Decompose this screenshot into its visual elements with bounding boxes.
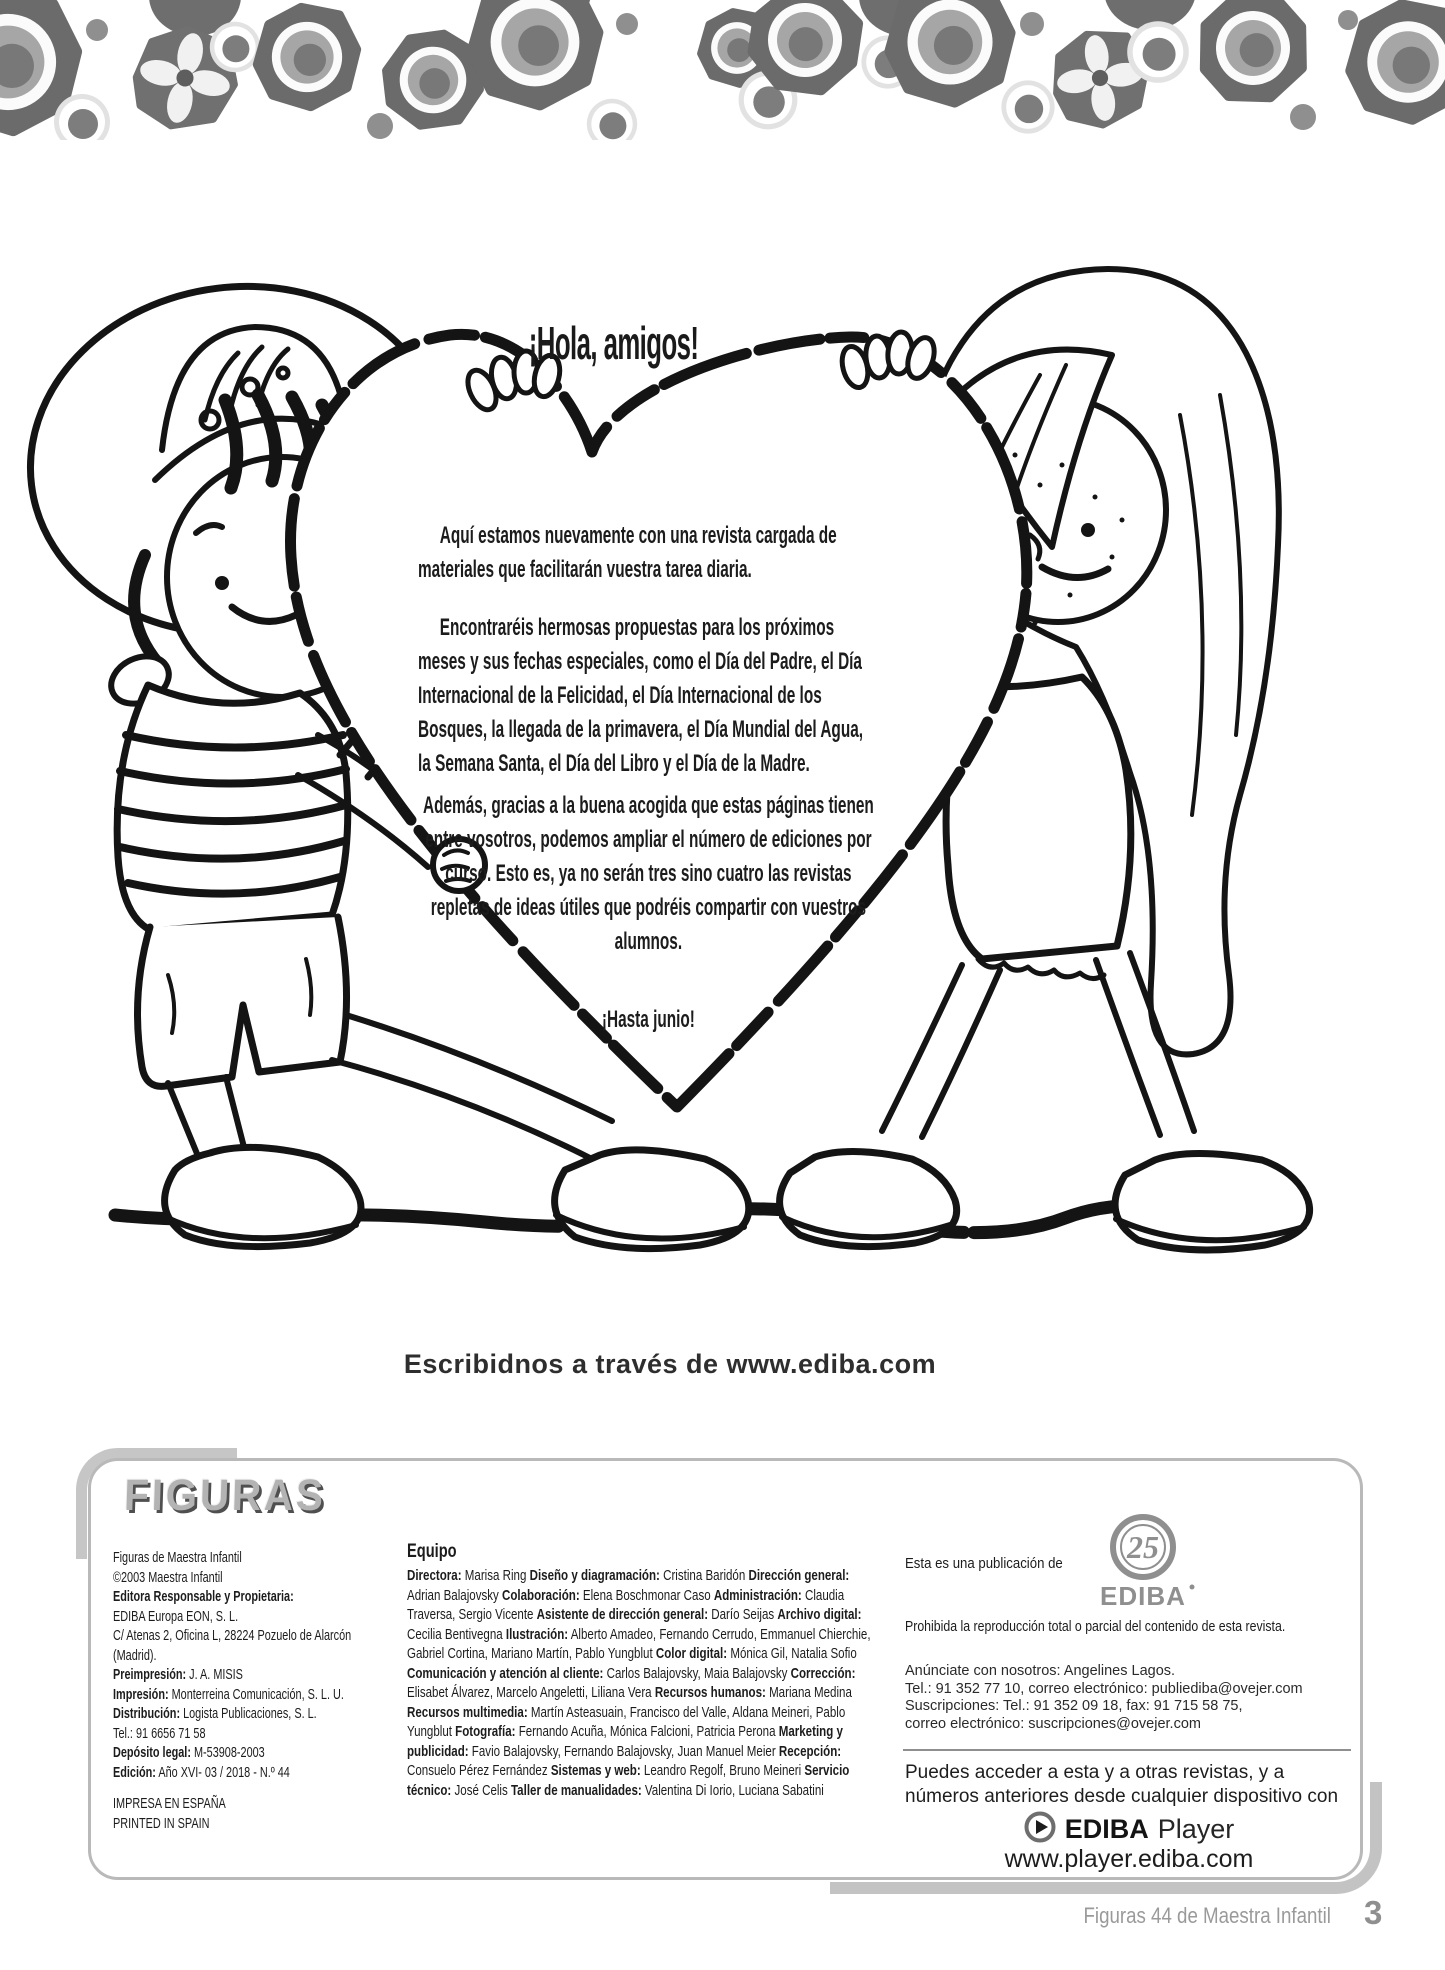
ediba-25-logo: [1083, 1513, 1203, 1613]
footer-issue-label: Figuras 44 de Maestra Infantil: [1083, 1903, 1331, 1928]
ad-line: Suscripciones: Tel.: 91 352 09 18, fax: 91 715 58 75,: [905, 1698, 1243, 1714]
page-title: ¡Hola, amigos!: [528, 317, 699, 369]
credit-line: Editora Responsable y Propietaria:: [113, 1589, 294, 1605]
credit-line: Impresión: Monterreina Comunicación, S. L. U.: [113, 1686, 344, 1703]
ediba-player-brand: [903, 1811, 1355, 1848]
credit-line: Distribución: Logista Publicaciones, S. L.: [113, 1706, 317, 1722]
credit-line: Tel.: 91 6656 71 58: [113, 1725, 206, 1742]
imprint-credits-column: [113, 1549, 353, 1834]
team-heading: Equipo: [407, 1541, 457, 1562]
play-icon: [1024, 1811, 1056, 1848]
ediba-logo-name: EDIBA: [1100, 1581, 1186, 1611]
credit-line: Edición: Año XVI- 03 / 2018 - N.º 44: [113, 1764, 290, 1781]
printed-in-line: IMPRESA EN ESPAÑA: [113, 1796, 226, 1812]
imprint-box: [88, 1458, 1363, 1880]
team-credits: Directora: Marisa Ring Diseño y diagramación: Cristina Baridón Dirección general: Adrian Balajovsky Colaboración: Elena Boschmonar Caso Administración: Claudia Traversa, Sergio Vicente Asistente de dirección general: Darío Seijas Archivo digital: Cecilia Bentivegna Ilustración: Alberto Amadeo, Fernando Cerrudo, Emmanuel Chierchie, Gabriel Cortina, Mariano Martín, Pablo Yungblut Color digital: Mónica Gil, Natalia Sofio Comunicación y atención al cliente: Carlos Balajovsky, Maia Balajovsky Corrección: Elisabet Álvarez, Marcelo Angeletti, Liliana Vera Recursos humanos: Mariana Medina Recursos multimedia: Martín Asteasuain, Francisco del Valle, Aldana Meineri, Pablo Yungblut Fotografía: Fernando Acuña, Mónica Falcioni, Patricia Perona Marketing y publicidad: Favio Balajovsky, Fernando Balajovsky, Juan Manuel Meier Recepción: Consuelo Pérez Fernández Sistemas y web: Leandro Regolf, Bruno Meineri Servicio técnico: José Celis Taller de manualidades: Valentina Di Iorio, Luciana Sabatini: [407, 1567, 871, 1799]
credit-line: Preimpresión: J. A. MISIS: [113, 1667, 243, 1683]
ediba-logo-number: 25: [1127, 1529, 1159, 1565]
top-border-decoration: [0, 0, 1445, 140]
footer-page-number: 3: [1364, 1894, 1383, 1931]
editorial-paragraph-1: Aquí estamos nuevamente con una revista cargada de materiales que facilitarán vuestra tarea diaria.: [418, 522, 837, 583]
figuras-logo: FIGURAS: [123, 1471, 327, 1520]
contact-line: Escribidnos a través de www.ediba.com: [403, 1349, 937, 1379]
credit-line: C/ Atenas 2, Oficina L, 28224 Pozuelo de Alarcón (Madrid).: [113, 1628, 352, 1664]
publication-intro: Esta es una publicación de: [905, 1555, 1063, 1572]
credit-line: Depósito legal: M-53908-2003: [113, 1745, 265, 1761]
advertising-contact-block: [905, 1663, 1365, 1733]
ad-line: Tel.: 91 352 77 10, correo electrónico: publiediba@ovejer.com: [905, 1680, 1303, 1697]
credit-line: EDIBA Europa EON, S. L.: [113, 1608, 239, 1625]
player-url: www.player.ediba.com: [1004, 1845, 1254, 1873]
player-access-text: Puedes acceder a esta y a otras revistas, y a números anteriores desde cualquier dispositivo con: [905, 1762, 1339, 1807]
player-brand-light: Player: [1157, 1814, 1235, 1844]
copyright-notice: Prohibida la reproducción total o parcial del contenido de esta revista.: [905, 1619, 1286, 1635]
ad-line: correo electrónico: suscripciones@ovejer.com: [905, 1715, 1201, 1732]
credit-line: ©2003 Maestra Infantil: [113, 1569, 223, 1586]
ad-line: Anúnciate con nosotros: Angelines Lagos.: [905, 1663, 1176, 1679]
editorial-paragraph-3: Además, gracias a la buena acogida que estas páginas tienen entre vosotros, podemos ampliar el número de ediciones por curso. Esto es, ya no serán tres sino cuatro las revistas repletas de ideas útiles que podréis compartir con vuestros alumnos.: [423, 792, 874, 955]
credit-line: Figuras de Maestra Infantil: [113, 1550, 242, 1566]
imprint-team-column: [407, 1541, 878, 1800]
editorial-closing: ¡Hasta junio!: [601, 1006, 695, 1033]
divider: [903, 1749, 1351, 1751]
editorial-paragraph-2: Encontraréis hermosas propuestas para los próximos meses y sus fechas especiales, como el Día del Padre, el Día Internacional de la Felicidad, el Día Internacional de los Bosques, la llegada de la primavera, el Día Mundial del Agua, la Semana Santa, el Día del Libro y el Día de la Madre.: [418, 614, 864, 777]
printed-in-line: PRINTED IN SPAIN: [113, 1815, 210, 1832]
imprint-publisher-column: [903, 1461, 1358, 1877]
player-brand-bold: EDIBA: [1064, 1814, 1149, 1844]
